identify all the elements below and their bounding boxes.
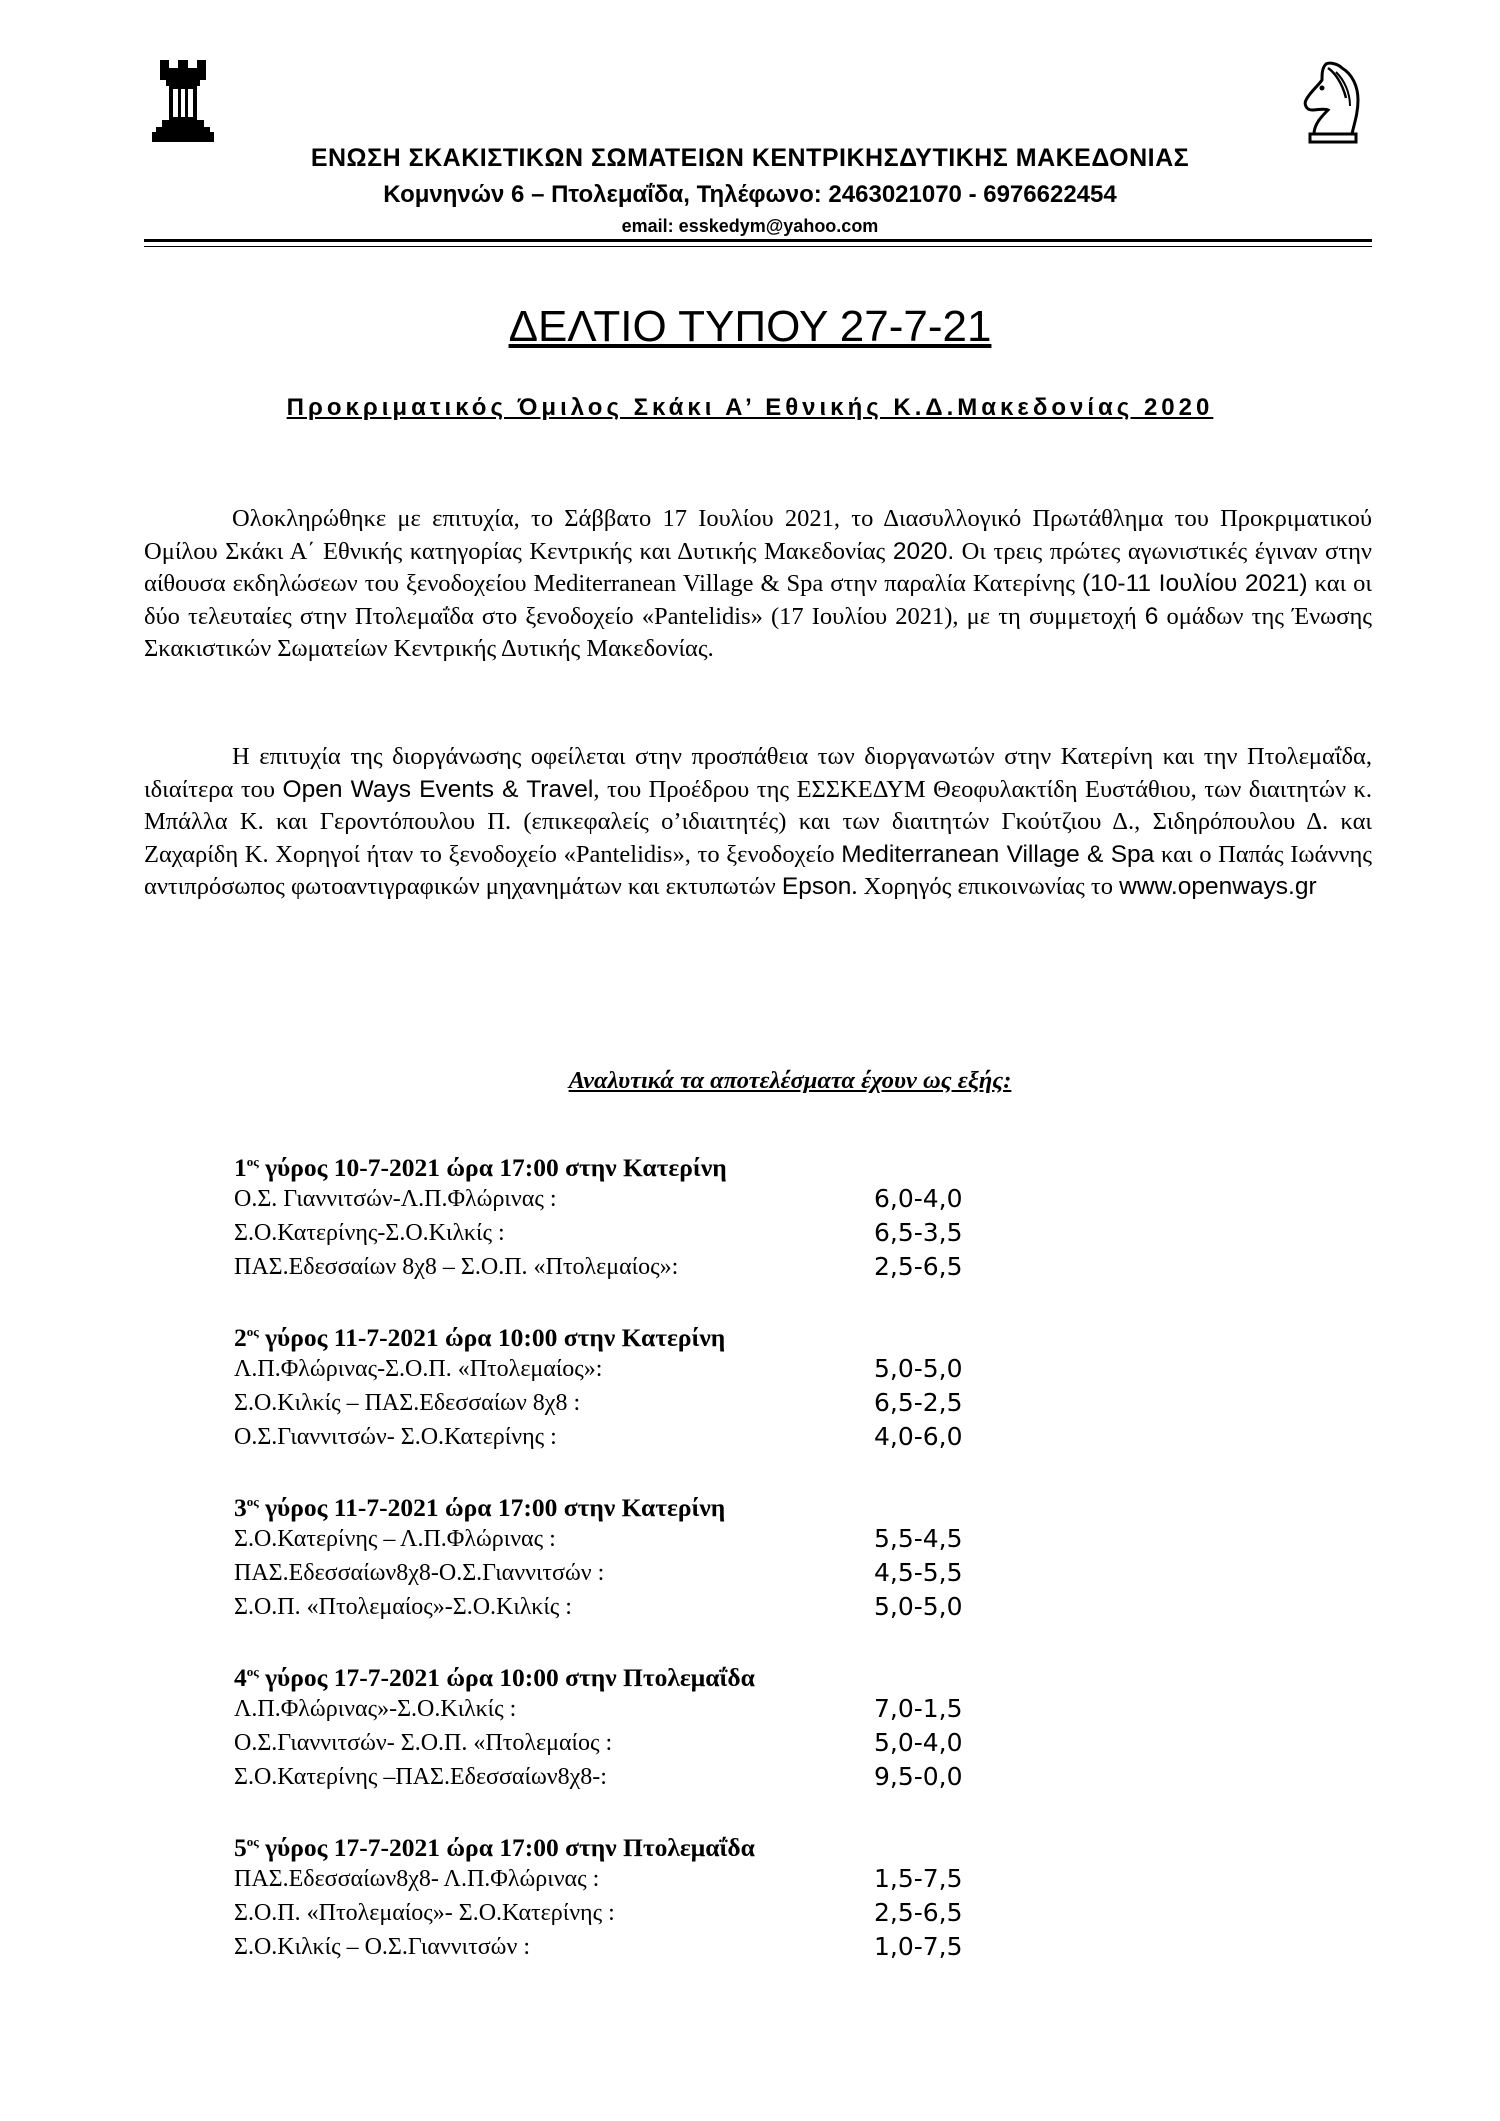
match-row [234, 1352, 1034, 1386]
match-row [234, 1862, 1034, 1896]
match-row [234, 1250, 1034, 1284]
match-row [234, 1386, 1034, 1420]
organization-name: ΕΝΩΣΗ ΣΚΑΚΙΣΤΙΚΩΝ ΣΩΜΑΤΕΙΩΝ ΚΕΝΤΡΙΚΗΣΔΥΤΙΚΗΣ ΜΑΚΕΔΟΝΙΑΣ [310, 144, 1190, 172]
match-teams: ΠΑΣ.Εδεσσαίων8χ8-Ο.Σ.Γιαννιτσών : [234, 1560, 605, 1586]
match-score: 6,0-4,0 [874, 1184, 963, 1213]
match-score: 5,0-4,0 [874, 1728, 963, 1757]
organization-email: email: esskedym@yahoo.com [621, 216, 879, 236]
match-score: 5,0-5,0 [874, 1592, 963, 1621]
match-teams: Σ.Ο.Π. «Πτολεμαίος»- Σ.Ο.Κατερίνης : [234, 1900, 615, 1926]
match-row [234, 1590, 1034, 1624]
match-row [234, 1556, 1034, 1590]
round-2 [234, 1316, 1034, 1454]
match-score: 6,5-2,5 [874, 1388, 963, 1417]
match-score: 6,5-3,5 [874, 1218, 963, 1247]
match-row [234, 1726, 1034, 1760]
match-score: 9,5-0,0 [874, 1762, 963, 1791]
match-teams: Λ.Π.Φλώρινας»-Σ.Ο.Κιλκίς : [234, 1696, 517, 1722]
match-score: 1,5-7,5 [874, 1864, 963, 1893]
match-teams: Σ.Ο.Π. «Πτολεμαίος»-Σ.Ο.Κιλκίς : [234, 1594, 572, 1620]
match-row [234, 1760, 1034, 1794]
match-row [234, 1896, 1034, 1930]
round-3 [234, 1486, 1034, 1624]
match-row [234, 1216, 1034, 1250]
match-score: 4,5-5,5 [874, 1558, 963, 1587]
match-row [234, 1692, 1034, 1726]
letterhead-divider [144, 239, 1372, 242]
round-1 [234, 1146, 1034, 1284]
match-score: 2,5-6,5 [874, 1898, 963, 1927]
match-score: 2,5-6,5 [874, 1252, 963, 1281]
paragraph-acknowledgements: Η επιτυχία της διοργάνωσης οφείλεται στην προσπάθεια των διοργανωτών στην Κατερίνη και την Πτολεμαΐδα, ιδιαίτερα του Open Ways Events & Travel, του Προέδρου της ΕΣΣΚΕΔΥΜ Θεοφυλακτίδη Ευστάθιου, των διαιτητών κ. Μπάλλα Κ. και Γεροντόπουλου Π. (επικεφαλείς ο’ιδιαιτητές) και των διαιτητών Γκούτζιου Δ., Σιδηρόπουλου Δ. και Ζαχαρίδη Κ. Χορηγοί ήταν το ξενοδοχείο «Pantelidis», το ξενοδοχείο Mediterranean Village & Spa και ο Παπάς Ιωάννης αντιπρόσωπος φωτοαντιγραφικών μηχανημάτων και εκτυπωτών Epson. Χορηγός επικοινωνίας το www.openways.gr [144, 743, 1373, 900]
chess-rook-icon [150, 58, 216, 144]
match-teams: Σ.Ο.Κατερίνης –ΠΑΣ.Εδεσσαίων8χ8-: [234, 1764, 607, 1790]
match-row [234, 1420, 1034, 1454]
match-score: 7,0-1,5 [874, 1694, 963, 1723]
paragraph-summary: Ολοκληρώθηκε με επιτυχία, το Σάββατο 17 Ιουλίου 2021, το Διασυλλογικό Πρωτάθλημα του Προκριματικού Ομίλου Σκάκι Α΄ Εθνικής κατηγορίας Κεντρικής και Δυτικής Μακεδονίας 2020. Οι τρεις πρώτες αγωνιστικές έγιναν στην αίθουσα εκδηλώσεων του ξενοδοχείου Mediterranean Village & Spa στην παραλία Κατερίνης (10-11 Ιουλίου 2021) και οι δύο τελευταίες στην Πτολεμαΐδα στο ξενοδοχείο «Pantelidis» (17 Ιουλίου 2021), με τη συμμετοχή 6 ομάδων της Ένωσης Σκακιστικών Σωματείων Κεντρικής Δυτικής Μακεδονίας. [144, 505, 1372, 662]
match-score: 5,0-5,0 [874, 1354, 963, 1383]
match-row [234, 1182, 1034, 1216]
match-teams: ΠΑΣ.Εδεσσαίων 8χ8 – Σ.Ο.Π. «Πτολεμαίος»: [234, 1254, 679, 1280]
match-row [234, 1930, 1034, 1964]
match-teams: Σ.Ο.Κιλκίς – ΠΑΣ.Εδεσσαίων 8χ8 : [234, 1390, 581, 1416]
organization-address: Κομνηνών 6 – Πτολεμαΐδα, Τηλέφωνο: 2463021070 - 6976622454 [383, 181, 1117, 208]
press-release-subtitle: Προκριματικός Όμιλος Σκάκι Α’ Εθνικής Κ.Δ.Μακεδονίας 2020 [286, 394, 1214, 421]
chess-knight-icon [1300, 58, 1366, 144]
round-title: $3^{o\varsigma}$ γύρος 11-7-2021 ώρα 17:00 στην Κατερίνη [234, 1493, 726, 1522]
results-heading: Αναλυτικά τα αποτελέσματα έχουν ως εξής: [568, 1067, 1012, 1094]
match-score: 5,5-4,5 [874, 1524, 963, 1553]
match-teams: ΠΑΣ.Εδεσσαίων8χ8- Λ.Π.Φλώρινας : [234, 1866, 600, 1892]
round-4 [234, 1656, 1034, 1794]
round-title: $2^{o\varsigma}$ γύρος 11-7-2021 ώρα 10:00 στην Κατερίνη [234, 1323, 726, 1352]
match-teams: Ο.Σ.Γιαννιτσών- Σ.Ο.Π. «Πτολεμαίος : [234, 1730, 613, 1756]
letterhead-divider-thin [144, 246, 1372, 247]
match-teams: Ο.Σ.Γιαννιτσών- Σ.Ο.Κατερίνης : [234, 1424, 557, 1450]
round-5 [234, 1826, 1034, 1964]
match-teams: Λ.Π.Φλώρινας-Σ.Ο.Π. «Πτολεμαίος»: [234, 1356, 603, 1382]
round-title: $5^{o\varsigma}$ γύρος 17-7-2021 ώρα 17:00 στην Πτολεμαΐδα [234, 1833, 755, 1862]
match-teams: Ο.Σ. Γιαννιτσών-Λ.Π.Φλώρινας : [234, 1186, 557, 1212]
round-title: $4^{o\varsigma}$ γύρος 17-7-2021 ώρα 10:00 στην Πτολεμαΐδα [234, 1663, 755, 1692]
match-teams: Σ.Ο.Κατερίνης – Λ.Π.Φλώρινας : [234, 1526, 556, 1552]
match-score: 1,0-7,5 [874, 1932, 963, 1961]
match-row [234, 1522, 1034, 1556]
press-release-title: ΔΕΛΤΙΟ ΤΥΠΟΥ 27-7-21 [508, 302, 992, 351]
match-score: 4,0-6,0 [874, 1422, 963, 1451]
website-link: www.openways.gr [1119, 873, 1317, 900]
round-title: $1^{o\varsigma}$ γύρος 10-7-2021 ώρα 17:00 στην Κατερίνη [234, 1153, 727, 1182]
match-teams: Σ.Ο.Κατερίνης-Σ.Ο.Κιλκίς : [234, 1220, 505, 1246]
match-teams: Σ.Ο.Κιλκίς – Ο.Σ.Γιαννιτσών : [234, 1934, 530, 1960]
